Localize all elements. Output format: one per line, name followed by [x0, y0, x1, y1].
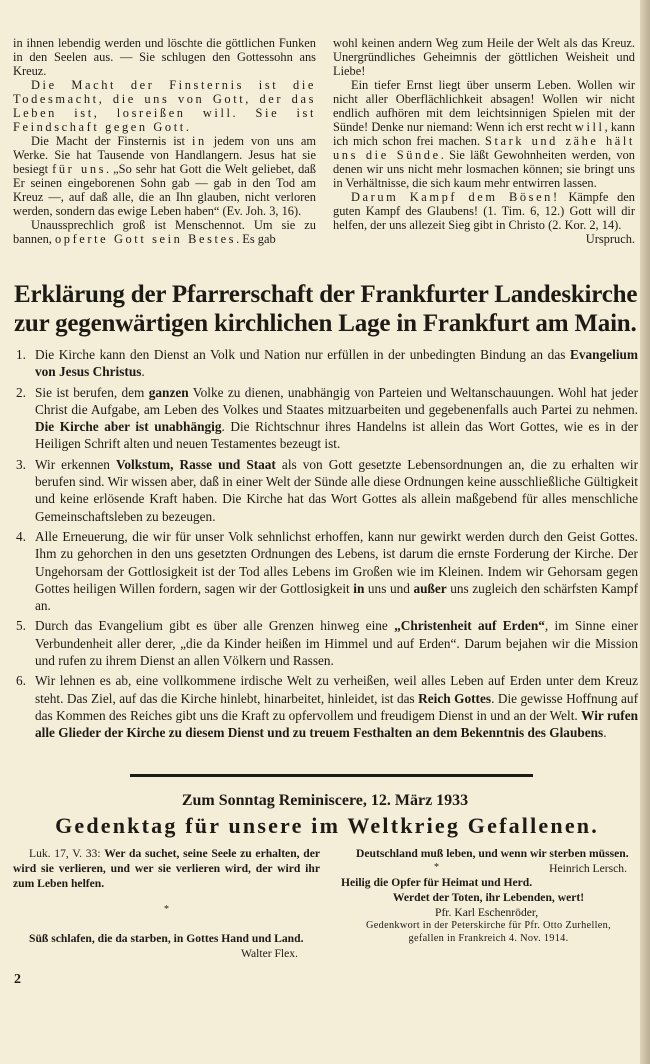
bold-text: Evangelium von Jesus Christus	[35, 347, 638, 380]
paragraph	[13, 134, 316, 218]
text: Kämpfe den guten Kampf des Glaubens! (1. Tim. 6, 12.) Gott will dir helfen, der uns allezeit Sieg gibt in Christo (2. Kor. 2, 14).	[333, 190, 635, 232]
text: . Es gab	[236, 232, 276, 246]
item-number: 6.	[16, 673, 26, 689]
poem-note: Gedenkwort in der Peterskirche für Pfr. Otto Zurhellen,	[366, 920, 611, 931]
bold-text: Reich Gottes	[418, 690, 492, 706]
poem-note: gefallen in Frankreich 4. Nov. 1914.	[408, 932, 569, 944]
verse-text: Wer da suchet, seine Seele zu erhalten, der wird sie verlieren, und wer sie verlieren wird, der wird ihr zum Leben helfen.	[13, 847, 320, 890]
text: Unaussprechlich groß ist Menschennot. Um sie zu bannen,	[13, 218, 316, 246]
text: . Sie läßt Gewohnheiten werden, von denen wir uns nicht mehr losmachen können; sie bringt uns in Verhältnisse, die sich kaum mehr entwirren lassen.	[333, 148, 635, 190]
spaced-text: für uns	[52, 162, 107, 176]
memorial-subtitle: Zum Sonntag Reminiscere, 12. März 1933	[181, 792, 469, 809]
separator-star: *	[434, 862, 440, 873]
article-left-column	[13, 36, 316, 246]
text: Die Macht der Finsternis ist	[31, 134, 192, 148]
divider	[130, 774, 533, 777]
text: in ihnen lebendig werden und löschte die göttlichen Funken in den Seelen aus. — Sie schlugen den Gottessohn ans Kreuz.	[13, 36, 316, 78]
page-number: 2	[14, 972, 21, 987]
paragraph	[13, 36, 316, 78]
text: jedem von uns am Werke. Sie hat Tausende von Handlangern. Jesus hat sie besiegt	[13, 134, 316, 176]
article-right-column	[333, 36, 635, 246]
bold-text: Die Kirche aber ist unabhängig	[35, 419, 222, 435]
spaced-text: opferte Gott sein Bestes	[54, 232, 237, 246]
text: Die Macht der Finsternis ist die Todesmacht, die uns von Gott, der das Leben ist, losreißen will. Sie ist Feindschaft gegen Gott.	[13, 78, 316, 134]
list-item	[14, 346, 638, 381]
verse-reference: Luk. 17, V. 33:	[29, 847, 105, 860]
text: Alle Erneuerung, die wir für unser Volk sehnlichst erhoffen, kann nur gewirkt werden durch den Geist Gottes. Ihm zu gehorchen in den uns gesetzten Ordnungen des Lebens, ist darum die ernste Forderung der Kirche. Der Ungehorsam der Gottlosigkeit ist der Tod alles Lebens im Großen wie im Kleinen. Indem wir Gehorsam gegen Gottes heiligen Willen fordern, sagen wir der Gottlosigkeit	[35, 528, 638, 596]
spaced-text: Darum Kampf dem Bösen!	[351, 190, 560, 204]
verse	[13, 846, 320, 891]
bold-text: in	[353, 580, 365, 596]
poem-line: Heilig die Opfer für Heimat und Herd.	[340, 876, 533, 889]
quote	[340, 846, 637, 875]
spaced-text: Stark und zähe hält uns die Sünde	[333, 134, 635, 162]
quote-text: Süß schlafen, die da starben, in Gottes Hand und Land.	[29, 932, 304, 945]
text: .	[603, 725, 607, 741]
text: uns und	[364, 580, 414, 596]
bold-text: Wir rufen alle Glieder der Kirche zu diesem Dienst und zu treuem Festhalten an dem Bekenntnis des Glaubens	[35, 707, 638, 741]
poem-line: Werdet der Toten, ihr Lebenden, wert!	[392, 891, 585, 904]
text: Sie ist berufen, dem	[35, 384, 149, 400]
text: . Die gewisse Hoffnung auf das Kommen des Reiches gibt uns die Kraft zu opfervollem und freudigem Dienst in und an der Welt.	[35, 690, 638, 723]
spaced-text: in	[191, 134, 207, 148]
quote	[13, 931, 320, 960]
text: Volke zu dienen, unabhängig von Parteien und Weltanschauungen. Wohl hat jeder Christ die Aufgabe, am Leben des Volkes und Staates mitzuarbeiten und gegebenenfalls auch Partei zu nehmen.	[35, 384, 638, 417]
separator-star: *	[164, 904, 169, 915]
bold-text: ganzen	[148, 384, 189, 400]
text: .	[141, 364, 145, 380]
memorial-title: Gedenktag für unsere im Weltkrieg Gefallenen.	[55, 813, 599, 838]
text: Ein tiefer Ernst liegt über unserm Leben. Wollen wir nicht aller Oberflächlichkeit absagen! Wollen wir nicht endlich aufhören mit dem leichtsinnigen Spielen mit der Sünde! Denke nur niemand: Wenn ich erst recht	[333, 78, 635, 134]
list-item	[14, 456, 638, 525]
item-number: 2.	[16, 384, 26, 400]
text: als von Gott gesetzte Lebensordnungen an, die zu erhalten wir berufen sind. Wir wissen aber, daß in einer Welt der Sünde alle diese Ordnungen keine ausschließliche Gültigkeit und keine erlösende Kraft haben. Die Kirche hat das Wort Gottes als allein maßgebend für alles menschliche Gemeinschaftsleben zu bezeugen.	[35, 456, 638, 524]
article-author: Urspruch.	[585, 232, 635, 246]
page-edge	[640, 0, 650, 1064]
item-number: 4.	[16, 528, 26, 544]
memorial-left-column	[13, 846, 320, 961]
bold-text: Volkstum, Rasse und Staat	[115, 456, 276, 472]
list-item	[14, 672, 638, 741]
text: Die Kirche kann den Dienst an Volk und Nation nur erfüllen in der unbedingten Bindung an das	[35, 347, 571, 362]
text: uns zugleich den schärfsten Kampf an.	[35, 580, 638, 614]
text: Durch das Evangelium gibt es über alle Grenzen hinweg eine	[35, 618, 395, 634]
paragraph	[333, 78, 635, 190]
poem-author: Pfr. Karl Eschenröder,	[435, 906, 539, 919]
declaration-list	[14, 346, 638, 745]
text: . Die Richtschnur ihres Handelns ist allein das Wort Gottes, wie es in der Heiligen Schrift alten und neuen Testamentes bezeugt ist.	[35, 419, 638, 452]
paragraph	[333, 36, 635, 78]
text: , kann ich mich schon frei machen.	[333, 120, 636, 148]
bold-text: „Christenheit auf Erden“	[394, 618, 545, 634]
spaced-text: will	[574, 120, 605, 134]
bold-text: außer	[413, 580, 447, 596]
paragraph	[333, 190, 635, 246]
text: Wir lehnen es ab, eine vollkommene irdische Welt zu verheißen, weil alles Leben auf Erden unter dem Kreuz steht. Das Ziel, auf das die Kirche hinlebt, hinarbeitet, hinleidet, ist das	[35, 673, 638, 706]
list-item	[14, 528, 638, 614]
quote-text: Deutschland muß leben, und wenn wir sterben müssen.	[356, 847, 629, 860]
memorial-right-column	[340, 846, 637, 945]
item-number: 3.	[16, 456, 26, 472]
item-number: 5.	[16, 618, 26, 634]
quote-author: Walter Flex.	[240, 947, 298, 960]
declaration-heading: Erklärung der Pfarrerschaft der Frankfurter Landeskirche zur gegenwärtigen kirchlichen Lage in Frankfurt am Main.	[14, 281, 638, 337]
paragraph	[13, 218, 316, 246]
text: wohl keinen andern Weg zum Heile der Welt als das Kreuz. Unergründliches Geheimnis der göttlichen Weisheit und Liebe!	[333, 36, 635, 78]
paragraph	[13, 78, 316, 134]
quote-author: Heinrich Lersch.	[549, 862, 627, 875]
text: Wir erkennen	[35, 456, 116, 472]
text: . „So sehr hat Gott die Welt geliebet, daß Er seinen eingeborenen Sohn gab — gab in den Tod am Kreuz —, auf daß alle, die an Ihn glauben, nicht verloren werden, sondern das ewige Leben haben“ (Ev. Joh. 3, 16).	[13, 162, 317, 218]
list-item	[14, 384, 638, 453]
text: , im Sinne einer Verbundenheit aller derer, „die da Kinder heißen im Himmel und auf Erden“. Darum bejahen wir die Mission und rufen zu ihrem Dienst an allen Völkern und Rassen.	[35, 618, 638, 669]
item-number: 1.	[16, 347, 26, 362]
list-item	[14, 617, 638, 669]
